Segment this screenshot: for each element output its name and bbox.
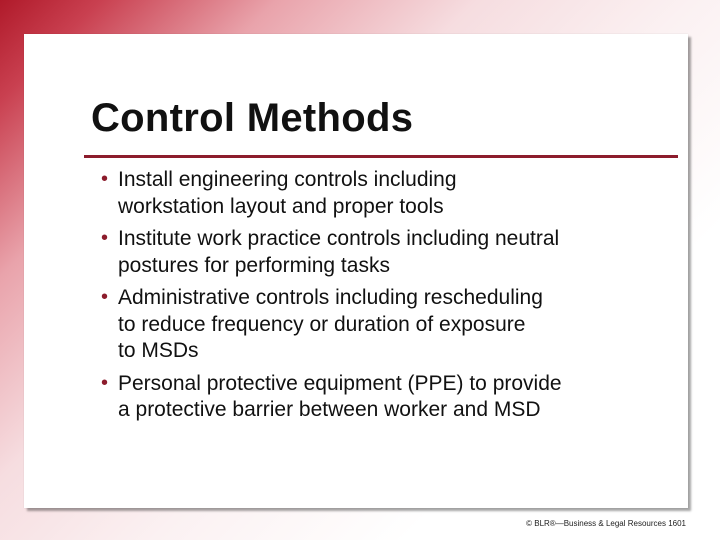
list-item	[101, 285, 661, 365]
bullet-text: Personal protective equipment (PPE) to provide a protective barrier between worker and MSD	[118, 371, 562, 421]
bullet-text: Institute work practice controls including neutral postures for performing tasks	[118, 227, 560, 277]
bullet-icon: •	[101, 168, 109, 190]
slide-title: Control Methods	[91, 96, 414, 140]
bullet-text: Administrative controls including rescheduling to reduce frequency or duration of exposure to MSDs	[118, 286, 543, 362]
list-item	[101, 226, 661, 279]
bullet-icon: •	[101, 286, 109, 308]
bullet-icon: •	[101, 227, 109, 249]
bullet-text: Install engineering controls including workstation layout and proper tools	[118, 168, 457, 218]
bullet-icon: •	[101, 371, 109, 394]
list-item	[101, 167, 661, 220]
list-item	[101, 371, 661, 424]
bullet-list	[101, 167, 661, 430]
copyright-footer: © BLR®—Business & Legal Resources 1601	[526, 519, 686, 528]
title-divider	[84, 155, 678, 158]
